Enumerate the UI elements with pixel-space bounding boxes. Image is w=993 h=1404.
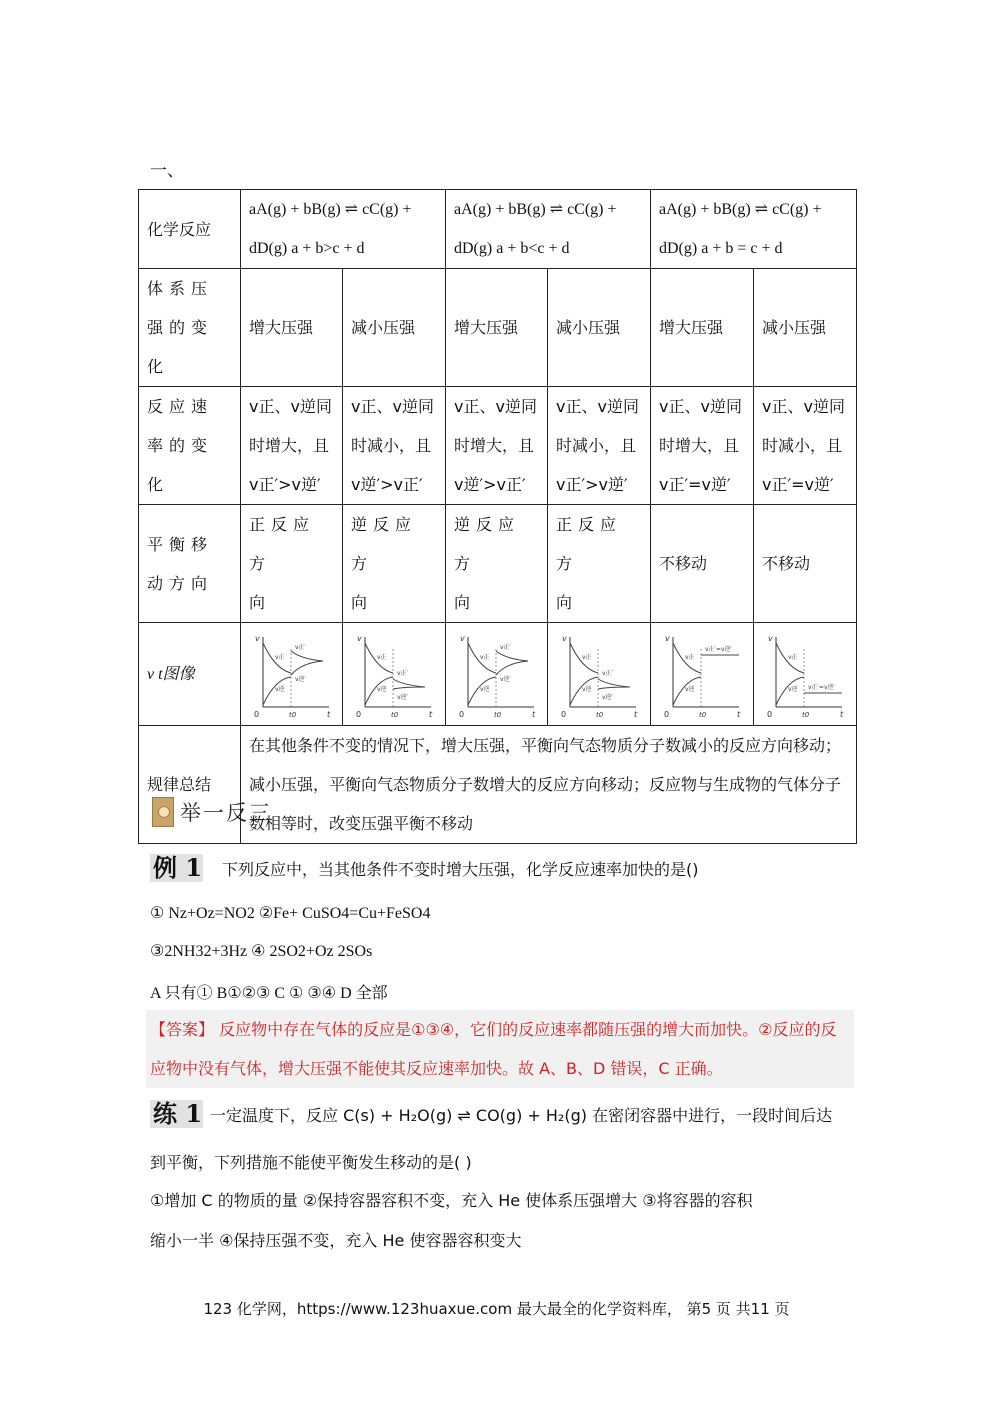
v-reverse-prime-label: v逆′ [294, 676, 306, 683]
shift-line: 向 [454, 593, 477, 612]
v-equal-label: v正′=v逆′ [705, 646, 732, 653]
pressure-cell: 减小压强 [754, 269, 857, 387]
rate-line: v正、v逆同 [659, 397, 742, 416]
example-badge: 例 1 [150, 854, 203, 882]
row-label-pressure: 体系压强的变化 [139, 269, 241, 387]
reaction-cell-2 [446, 190, 651, 269]
example-question: 下列反应中，当其他条件不变时增大压强，化学反应速率加快的是() [222, 860, 699, 879]
shift-line: 正反应方 [556, 515, 623, 573]
rate-cell [343, 387, 446, 505]
reverse-rate-new [598, 687, 630, 689]
shift-line: 向 [351, 593, 374, 612]
x-axis-label: t [840, 710, 844, 719]
practice-line-2: 到平衡，下列措施不能使平衡发生移动的是( ) [150, 1153, 472, 1172]
v-forward-prime-label: v正′ [294, 644, 306, 651]
reaction-1-line2: dD(g) a + b>c + d [249, 240, 365, 257]
answer-box [146, 1010, 854, 1088]
row-label-graph: v t图像 [139, 623, 241, 726]
y-axis-label: v [254, 634, 260, 643]
vt-graph [760, 629, 850, 719]
rate-line: v正、v逆同 [454, 397, 537, 416]
answer-label: 【答案】 [150, 1020, 215, 1039]
section-title: 举一反三 [180, 801, 272, 825]
v-equal-label: v正′=v逆′ [808, 684, 835, 691]
rate-line: 时减小，且 [556, 436, 637, 455]
practice-line-4: 缩小一半 ④保持压强不变，充入 He 使容器容积变大 [150, 1231, 522, 1250]
row-label-rate: 反应速率的变化 [139, 387, 241, 505]
v-forward-label: v正 [479, 654, 490, 661]
example-options-1: ① Nz+Oz=NO2 ②Fe+ CuSO4=Cu+FeSO4 [150, 905, 431, 922]
v-reverse-label: v逆 [685, 686, 695, 693]
v-reverse-prime-label: v逆′ [397, 694, 408, 701]
practice-line-3: ①增加 C 的物质的量 ②保持容器容积不变，充入 He 使体系压强增大 ③将容器的容积 [150, 1191, 753, 1210]
x-axis-label: t [634, 710, 638, 719]
shift-cell [754, 505, 857, 623]
x-axis-label: t [737, 710, 741, 719]
rate-line: v正′>v逆′ [249, 475, 321, 494]
y-axis-label: v [357, 634, 362, 643]
rate-line: v正、v逆同 [556, 397, 639, 416]
reverse-rate-new [496, 661, 528, 675]
shift-line: 向 [249, 593, 272, 612]
shift-cell [651, 505, 754, 623]
pressure-cell: 减小压强 [343, 269, 446, 387]
practice-line-1: 一定温度下，反应 C(s) + H₂O(g) ⇌ CO(g) + H₂(g) 在密闭容器中进行，一段时间后达 [210, 1106, 833, 1125]
v-forward-label: v正 [274, 654, 285, 661]
rate-cell [241, 387, 343, 505]
shift-line: 不移动 [762, 554, 811, 573]
rate-line: 时增大，且 [249, 436, 330, 455]
v-reverse-label: v逆 [788, 686, 798, 693]
vt-graph [247, 629, 337, 719]
shift-line: 不移动 [659, 554, 708, 573]
rate-cell [446, 387, 548, 505]
rate-line: v正′=v逆′ [659, 475, 731, 494]
v-reverse-label: v逆 [274, 686, 285, 693]
table-row-rate [139, 387, 857, 505]
reaction-2-line1: aA(g) + bB(g) ⇌ cC(g) + [454, 201, 617, 218]
origin-label: 0 [561, 710, 567, 719]
y-axis-label: v [562, 634, 567, 643]
rate-cell [651, 387, 754, 505]
origin-label: 0 [356, 710, 362, 719]
reverse-rate-new [291, 661, 323, 675]
vt-graph [657, 629, 747, 719]
reaction-3-line2: dD(g) a + b = c + d [659, 240, 783, 257]
table-row-reaction [139, 190, 857, 269]
rate-line: v正、v逆同 [762, 397, 845, 416]
shift-line: 正反应方 [249, 515, 316, 573]
summary-cell: 在其他条件不变的情况下，增大压强，平衡向气态物质分子数减小的反应方向移动；减小压强，平衡向气态物质分子数增大的反应方向移动；反应物与生成物的气体分子数相等时，改变压强平衡不移动 [241, 726, 857, 844]
v-forward-label: v正 [685, 654, 695, 661]
t0-label: t0 [802, 711, 810, 719]
forward-rate-new [598, 679, 630, 687]
x-axis-label: t [531, 710, 535, 719]
reaction-cell-3 [651, 190, 857, 269]
y-axis-label: v [768, 634, 773, 643]
rate-line: v逆′>v正′ [351, 475, 423, 494]
rate-cell [754, 387, 857, 505]
table-row-pressure [139, 269, 857, 387]
v-forward-label: v正 [582, 654, 592, 661]
row-label-shift: 平衡移动方向 [139, 505, 241, 623]
vt-graph [452, 629, 542, 719]
pressure-effect-table [138, 189, 857, 844]
x-axis-label: t [326, 710, 330, 719]
forward-rate-new [496, 651, 528, 661]
v-forward-label: v正 [788, 654, 798, 661]
rate-line: v正′>v逆′ [556, 475, 628, 494]
practice-badge: 练 1 [150, 1100, 203, 1128]
row-label-reaction: 化学反应 [139, 190, 241, 269]
rate-line: v正、v逆同 [249, 397, 332, 416]
shift-line: 逆反应方 [454, 515, 521, 573]
section-number: 一、 [150, 161, 184, 181]
origin-label: 0 [458, 710, 464, 719]
origin-label: 0 [253, 710, 259, 719]
rate-line: v正′=v逆′ [762, 475, 834, 494]
lightbulb-book-icon [152, 797, 174, 827]
example-choices: A 只有① B①②③ C ① ③④ D 全部 [150, 985, 388, 1002]
t0-label: t0 [699, 711, 707, 719]
answer-text: 反应物中存在气体的反应是①③④，它们的反应速率都随压强的增大而加快。②反应的反应物中没有气体，增大压强不能使其反应速率加快。故 A、B、D 错误，C 正确。 [150, 1020, 837, 1078]
rate-line: 时减小，且 [762, 436, 843, 455]
shift-cell [343, 505, 446, 623]
t0-label: t0 [493, 711, 501, 719]
origin-label: 0 [767, 710, 773, 719]
shift-line: 逆反应方 [351, 515, 418, 573]
v-reverse-prime-label: v逆′ [602, 694, 613, 701]
t0-label: t0 [596, 711, 604, 719]
reaction-2-line2: dD(g) a + b<c + d [454, 240, 570, 257]
pressure-cell: 减小压强 [548, 269, 651, 387]
reverse-rate-new [393, 687, 425, 689]
rate-line: 时增大，且 [454, 436, 535, 455]
pressure-cell: 增大压强 [241, 269, 343, 387]
y-axis-label: v [459, 634, 465, 643]
reaction-3-line1: aA(g) + bB(g) ⇌ cC(g) + [659, 201, 822, 218]
rate-line: 时减小，且 [351, 436, 432, 455]
v-forward-prime-label: v正′ [602, 670, 613, 677]
v-forward-label: v正 [377, 654, 387, 661]
y-axis-label: v [665, 634, 670, 643]
shift-cell [548, 505, 651, 623]
v-reverse-prime-label: v逆′ [499, 676, 511, 683]
pressure-cell: 增大压强 [651, 269, 754, 387]
pressure-cell: 增大压强 [446, 269, 548, 387]
table-row-graph [139, 623, 857, 726]
vt-graph [554, 629, 644, 719]
x-axis-label: t [429, 710, 433, 719]
reaction-1-line1: aA(g) + bB(g) ⇌ cC(g) + [249, 201, 412, 218]
table-row-shift [139, 505, 857, 623]
v-reverse-label: v逆 [377, 686, 387, 693]
shift-cell [241, 505, 343, 623]
forward-rate-new [291, 651, 323, 661]
v-reverse-label: v逆 [582, 686, 592, 693]
origin-label: 0 [664, 710, 670, 719]
v-forward-prime-label: v正′ [397, 670, 408, 677]
t0-label: t0 [288, 711, 296, 719]
shift-line: 向 [556, 593, 579, 612]
section-heading [152, 796, 272, 828]
page-footer: 123 化学网，https://www.123huaxue.com 最大最全的化学资料库， 第5 页 共11 页 [203, 1300, 790, 1318]
rate-line: v正、v逆同 [351, 397, 434, 416]
rate-cell [548, 387, 651, 505]
reaction-cell-1 [241, 190, 446, 269]
forward-rate-new [393, 679, 425, 687]
v-forward-prime-label: v正′ [499, 644, 511, 651]
row-label-summary: 规律总结 [139, 726, 241, 844]
vt-graph [349, 629, 439, 719]
shift-cell [446, 505, 548, 623]
v-reverse-label: v逆 [479, 686, 490, 693]
t0-label: t0 [391, 711, 399, 719]
rate-line: v逆′>v正′ [454, 475, 526, 494]
rate-line: 时增大，且 [659, 436, 740, 455]
example-options-2: ③2NH32+3Hz ④ 2SO2+Oz 2SOs [150, 943, 373, 960]
